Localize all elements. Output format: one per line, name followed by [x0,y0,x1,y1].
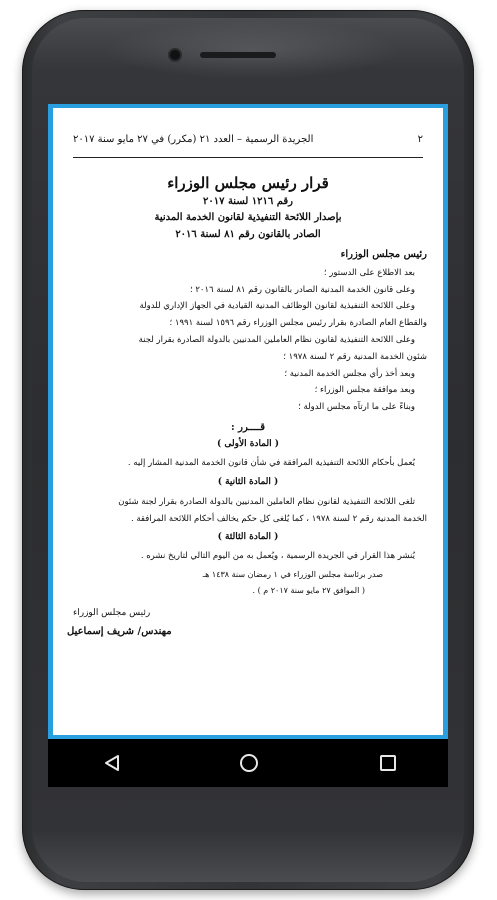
article-2-title: ( المادة الثانية ) [217,477,279,487]
page-number: ٢ [417,134,423,145]
back-triangle-icon [102,753,122,773]
decree-subject-1: بإصدار اللائحة التنفيذية لقانون الخدمة المدنية [154,212,342,223]
preamble-line: وعلى اللائحة التنفيذية لقانون الوظائف المدنية القيادية في الجهاز الإداري للدولة [139,301,415,311]
journal-issue: الجريدة الرسمية – العدد ٢١ (مكرر) في ٢٧ مايو سنة ٢٠١٧ [73,134,314,145]
preamble-line: وعلى قانون الخدمة المدنية الصادر بالقانون رقم ٨١ لسنة ٢٠١٦ ؛ [189,285,415,295]
document-page[interactable] [53,108,443,735]
preamble-line: بعد الاطلاع على الدستور ؛ [323,268,415,278]
recents-button[interactable] [376,751,400,775]
android-navbar [48,739,448,787]
signature-title: رئيس مجلس الوزراء [73,608,151,618]
preamble-line: والقطاع العام الصادرة بقرار رئيس مجلس الوزراء رقم ١٥٩٦ لسنة ١٩٩١ ؛ [169,318,427,328]
issued-date-gregorian: ( الموافق ٢٧ مايو سنة ٢٠١٧ م ) . [252,586,365,595]
bezel-glare [102,20,402,80]
article-2-text: الخدمة المدنية رقم ٢ لسنة ١٩٧٨ ، كما يُلغى كل حكم يخالف أحكام اللائحة المرافقة . [130,514,427,524]
decree-number: رقم ١٢١٦ لسنة ٢٠١٧ [202,196,294,207]
article-3-text: يُنشر هذا القرار في الجريدة الرسمية ، ويُعمل به من اليوم التالي لتاريخ نشره . [140,551,415,561]
preamble-line: وبعد موافقة مجلس الوزراء ؛ [314,385,415,395]
article-2-text: تلغى اللائحة التنفيذية لقانون نظام العاملين المدنيين بالدولة الصادرة بقرار لجنة شئون [118,497,415,507]
issued-date-hijri: صدر برئاسة مجلس الوزراء في ١ رمضان سنة ١٤٣٨ هـ [202,570,383,579]
issuer-heading: رئيس مجلس الوزراء [340,249,427,260]
preamble-line: وعلى اللائحة التنفيذية لقانون نظام العاملين المدنيين بالدولة الصادرة بقرار لجنة [138,335,415,345]
preamble-line: شئون الخدمة المدنية رقم ٢ لسنة ١٩٧٨ ؛ [283,352,427,362]
signature-name: مهندس/ شريف إسماعيل [67,626,172,637]
article-1-title: ( المادة الأولى ) [216,439,280,449]
preamble-line: وبعد أخذ رأي مجلس الخدمة المدنية ؛ [284,369,415,379]
back-button[interactable] [100,751,124,775]
article-1-text: يُعمل بأحكام اللائحة التنفيذية المرافقة في شأن قانون الخدمة المدنية المشار إليه . [127,458,415,468]
earpiece-speaker [200,52,276,58]
front-camera [170,50,180,60]
decree-title: قرار رئيس مجلس الوزراء [167,174,329,192]
recents-square-icon [378,753,398,773]
article-3-title: ( المادة الثالثة ) [217,532,279,542]
preamble-line: وبناءً على ما ارتآه مجلس الدولة ؛ [298,402,415,412]
screen [48,104,448,739]
decided-heading: قــــرر : [230,422,266,433]
home-button[interactable] [237,751,261,775]
home-circle-icon [238,752,260,774]
page-header [73,134,423,158]
decree-subject-2: الصادر بالقانون رقم ٨١ لسنة ٢٠١٦ [175,229,321,240]
